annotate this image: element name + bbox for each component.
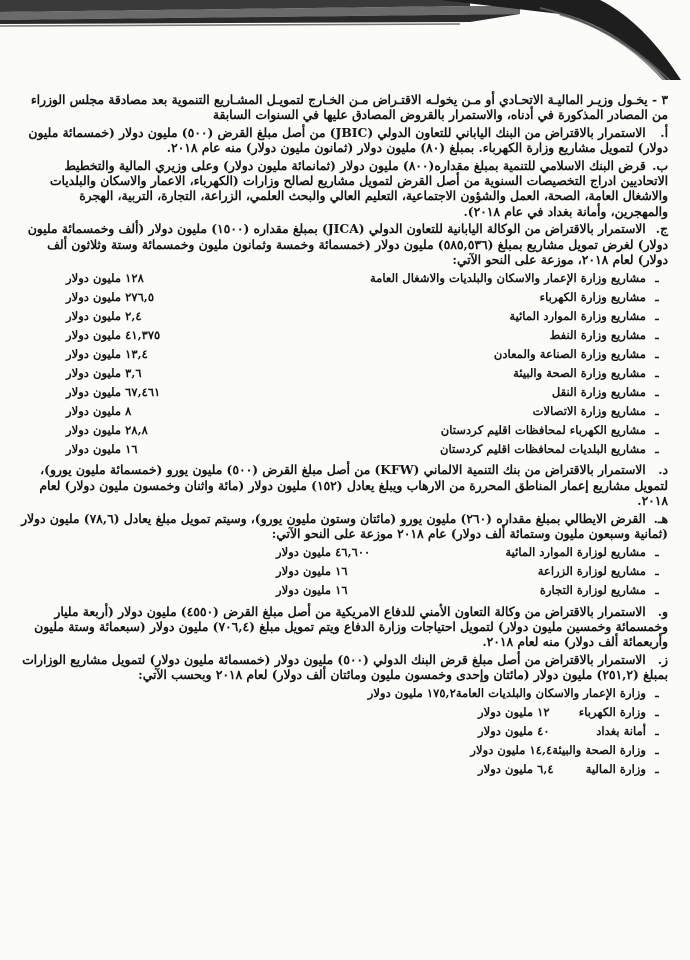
item-amount: ٤٠ مليون دولار: [478, 724, 550, 739]
item-amount: ١٦ مليون دولار: [276, 583, 348, 598]
section-d-text: الاستمرار بالاقتراض من بنك التنمية الالماني (KFW) من أصل مبلغ القرض (٥٠٠) مليون يورو (خمسمائة مليون يورو)، لتمويل مشاريع إعمار المناطق المحررة من الارهاب ويبلغ يعادل (١٥٢) مليون دولار (مائة واثنان وخمسون مليون دولار) لعام ٢٠١٨.: [39, 462, 668, 509]
item-label: مشاريع وزارة الكهرباء: [539, 290, 646, 305]
item-amount: ١٢ مليون دولار: [478, 705, 550, 720]
item-amount: ١٢٨ مليون دولار: [66, 271, 144, 286]
worldbank-allocation-list: [18, 685, 668, 780]
item-label: مشاريع وزارة النقل: [551, 385, 646, 400]
item-amount: ١٧٥,٢ مليون دولار: [367, 686, 456, 701]
item-label: وزارة المالية: [585, 762, 646, 777]
item-label: مشاريع لوزارة التجارة: [539, 583, 646, 598]
section-f-mark: و.: [657, 603, 668, 619]
item-label: مشاريع وزارة الصناعة والمعادن: [493, 347, 646, 362]
intro-paragraph: ٣ - يخـول وزيـر الماليـة الاتحـادي أو مـن يخولـه الاقتـراض مـن الخـارج لتمويـل المشـاريع التنموية بعد مصادقة مجلس الوزراء من المصادر المذكورة في أدناه، والاستمرار بالقروض المصادق عليها في السنوات السابقة: [30, 92, 668, 123]
section-a-text: الاستمرار بالاقتراض من البنك الياباني للتعاون الدولي (JBIC) من أصل مبلغ القرض (٥٠٠) مليون دولار (خمسمائة مليون دولار) لتمويل مشاريع وزارة الكهرباء. بمبلغ (٨٠) مليون دولار (ثمانون مليون دولار) منه عام ٢٠١٨.: [28, 124, 668, 156]
item-label: وزارة الصحة والبيئة: [552, 743, 646, 758]
item-label: وزارة الكهرباء: [578, 705, 646, 720]
section-g: [18, 652, 668, 683]
list-item: ـ أمانة بغداد ٤٠ مليون دولار: [478, 724, 659, 739]
item-amount: ٢٨,٨ مليون دولار: [66, 423, 148, 438]
item-amount: ٤٦,٦٠٠ مليون دولار: [276, 545, 371, 560]
item-amount: ١٦ مليون دولار: [276, 564, 348, 579]
section-c-mark: ج.: [655, 221, 668, 237]
list-item: ـ مشاريع وزارة الكهرباء ٢٧٦,٥ مليون دولار: [66, 290, 659, 305]
section-c: [18, 221, 668, 267]
section-e-mark: هـ.: [653, 510, 668, 526]
item-amount: ١٦ مليون دولار: [66, 442, 138, 457]
section-b-text: قرض البنك الاسلامي للتنمية بمبلغ مقداره(٨٠٠) مليون دولار (ثمانمائة مليون دولار) وعلى وزيري المالية والتخطيط الاتحاديين ادراج التخصيصات السنوية من أصل القرض لتمويل مشاريع لصالح وزارات (الكهرباء، الاعمار والاسكان والبلديات والاشغال العامة، الصحة، العمل والشؤون الاجتماعية، التعليم العالي والبحث العلمي، الزراعة، التجارة، التربية، الهجرة والمهجرين، وأمانة بغداد في عام ٢٠١٨).: [49, 157, 668, 219]
italy-allocation-list: [18, 544, 668, 601]
item-label: مشاريع البلديات لمحافظات اقليم كردستان: [440, 442, 646, 457]
section-c-text: الاستمرار بالاقتراض من الوكالة اليابانية للتعاون الدولي (JICA) بمبلغ مقداره (١٥٠٠) مليون دولار (ألف وخمسمائة مليون دولار) لغرض تمويل مشاريع بمبلغ (٥٨٥,٥٣٦) مليون دولار (خمسمائة وخمسة وثمانون مليون وخمسمائة وستة وثلاثون ألف دولار) لعام ٢٠١٨، موزعة على النحو الآتي:: [27, 221, 668, 268]
item-label: مشاريع وزارة الموارد المائية: [509, 309, 646, 324]
list-item: ـ مشاريع وزارة النقل ٦٧,٤٦١ مليون دولار: [66, 385, 659, 400]
item-label: أمانة بغداد: [596, 724, 646, 739]
item-amount: ١٤,٤ مليون دولار: [470, 743, 553, 758]
list-item: ـ مشاريع البلديات لمحافظات اقليم كردستان ١٦ مليون دولار: [66, 442, 659, 457]
list-item: ـ مشاريع لوزارة التجارة ١٦ مليون دولار: [276, 583, 659, 598]
list-item: ـ وزارة الصحة والبيئة ١٤,٤ مليون دولار: [470, 743, 659, 758]
budget-law-page: [18, 92, 668, 954]
item-label: مشاريع وزارة الاتصالات: [532, 404, 646, 419]
item-label: مشاريع وزارة الصحة والبيئة: [513, 366, 646, 381]
section-d: [18, 462, 668, 508]
item-label: مشاريع لوزارة الموارد المائية: [505, 545, 646, 560]
item-amount: ٦,٤ مليون دولار: [478, 762, 554, 777]
list-item: ـ مشاريع لوزارة الزراعة ١٦ مليون دولار: [276, 564, 659, 579]
section-a: [18, 125, 668, 156]
item-label: مشاريع لوزارة الزراعة: [537, 564, 646, 579]
section-b: [18, 158, 668, 220]
section-e: [18, 511, 668, 542]
jica-allocation-list: [18, 269, 668, 459]
item-label: مشاريع وزارة النفط: [549, 328, 646, 343]
item-amount: ١٣,٤ مليون دولار: [66, 347, 148, 362]
section-g-text: الاستمرار بالاقتراض من أصل مبلغ قرض البنك الدولي (٥٠٠) مليون دولار (خمسمائة مليون دولار) لتمويل مشاريع الوزارات بمبلغ (٢٥١,٢) مليون دولار (مائتان وإحدى وخمسون مليون ومائتان ألف دولار) لعام ٢٠١٨ وبحسب الآتي:: [22, 651, 668, 683]
list-item: ـ مشاريع وزارة الاتصالات ٨ مليون دولار: [66, 404, 659, 419]
list-item: ـ مشاريع وزارة الصناعة والمعادن ١٣,٤ مليون دولار: [66, 347, 659, 362]
section-f-text: الاستمرار بالاقتراض من وكالة التعاون الأمني للدفاع الامريكية من أصل مبلغ القرض (٤٥٥٠) مليون دولار (أربعة مليار وخمسمائة وخمسين مليون دولار) لتمويل احتياجات وزارة الدفاع ويتم تمويل مبلغ (٧٠٦,٤) مليون دولار (سبعمائة وستة مليون وأربعمائة ألف دولار) منه لعام ٢٠١٨.: [34, 603, 668, 650]
list-item: ـ وزارة الإعمار والاسكان والبلديات العامة ١٧٥,٢ مليون دولار: [367, 686, 659, 701]
section-f: [18, 604, 668, 650]
item-amount: ٤١,٣٧٥ مليون دولار: [66, 328, 161, 343]
list-item: ـ مشاريع لوزارة الموارد المائية ٤٦,٦٠٠ مليون دولار: [276, 545, 659, 560]
item-label: مشاريع الكهرباء لمحافظات اقليم كردستان: [440, 423, 646, 438]
item-amount: ٢٧٦,٥ مليون دولار: [66, 290, 155, 305]
list-item: ـ مشاريع وزارة الإعمار والاسكان والبلديات والاشغال العامة ١٢٨ مليون دولار: [66, 271, 659, 286]
list-item: ـ وزارة المالية ٦,٤ مليون دولار: [478, 762, 659, 777]
list-item: ـ وزارة الكهرباء ١٢ مليون دولار: [478, 705, 659, 720]
binder-clip-graphic: [0, 0, 690, 80]
item-label: مشاريع وزارة الإعمار والاسكان والبلديات والاشغال العامة: [369, 271, 646, 286]
item-amount: ٢,٤ مليون دولار: [66, 309, 142, 324]
list-item: ـ مشاريع وزارة النفط ٤١,٣٧٥ مليون دولار: [66, 328, 659, 343]
section-g-mark: ز.: [657, 651, 668, 667]
list-item: ـ مشاريع وزارة الصحة والبيئة ٣,٦ مليون دولار: [66, 366, 659, 381]
section-a-mark: أ.: [660, 124, 668, 140]
list-item: ـ مشاريع وزارة الموارد المائية ٢,٤ مليون دولار: [66, 309, 659, 324]
section-e-text: القرض الايطالي بمبلغ مقداره (٢٦٠) مليون يورو (مائتان وستون مليون يورو)، وسيتم تمويل مبلغ يعادل (٧٨,٦) مليون دولار (ثمانية وسبعون مليون وستمائة ألف دولار) عام ٢٠١٨ موزعة على النحو الآتي:: [21, 510, 668, 542]
item-label: وزارة الإعمار والاسكان والبلديات العامة: [455, 686, 646, 701]
section-b-mark: ب.: [652, 157, 668, 173]
item-amount: ٦٧,٤٦١ مليون دولار: [66, 385, 161, 400]
item-amount: ٨ مليون دولار: [66, 404, 132, 419]
item-amount: ٣,٦ مليون دولار: [66, 366, 142, 381]
section-d-mark: د.: [658, 462, 668, 478]
list-item: ـ مشاريع الكهرباء لمحافظات اقليم كردستان ٢٨,٨ مليون دولار: [66, 423, 659, 438]
